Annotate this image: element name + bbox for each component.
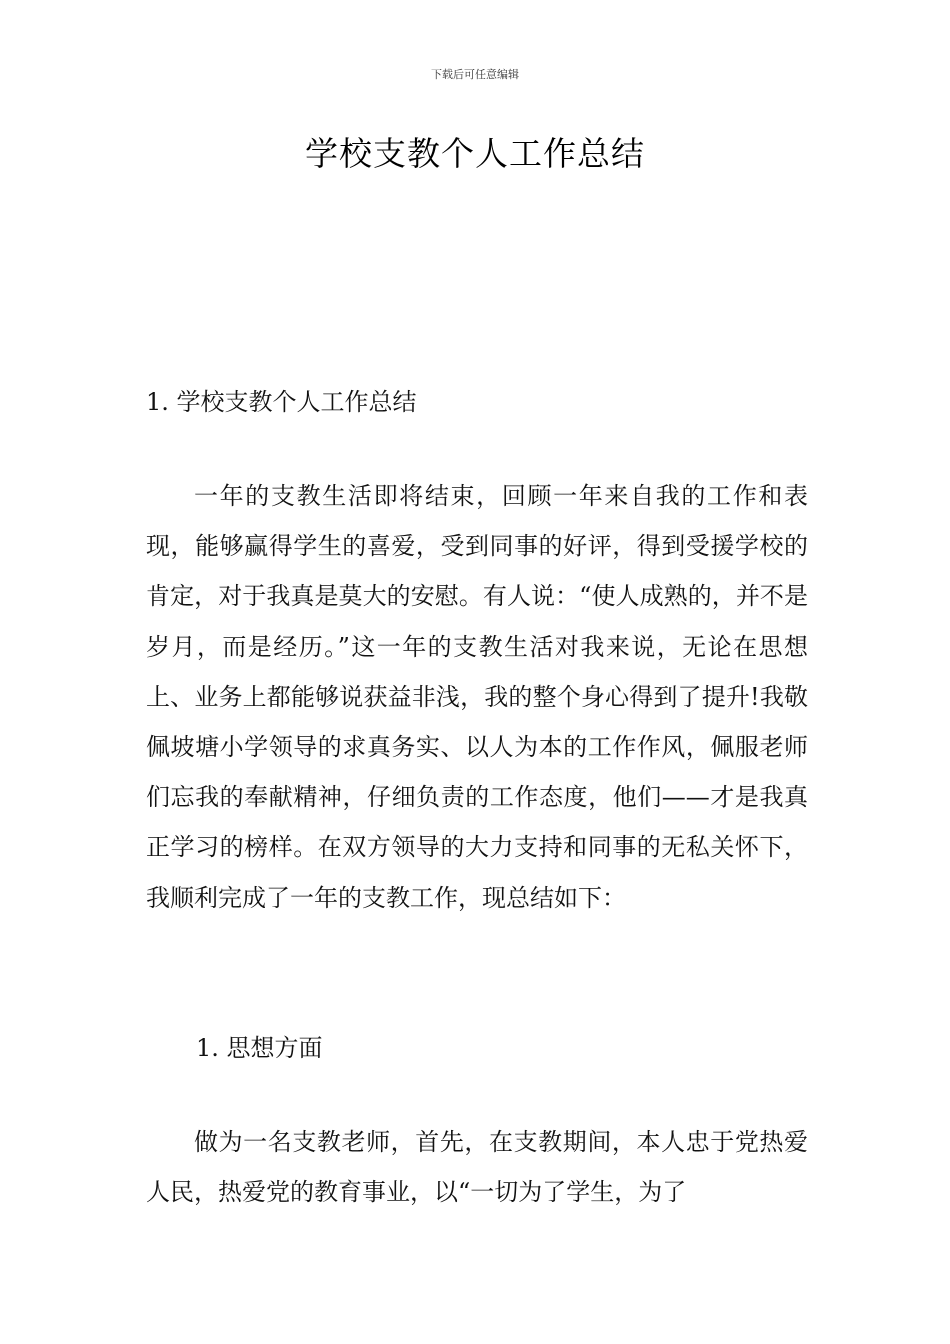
body-paragraph: 一年的支教生活即将结束，回顾一年来自我的工作和表现，能够赢得学生的喜爱，受到同事的好评，得到受援学校的肯定，对于我真是莫大的安慰。有人说：“使人成熟的，并不是岁月，而是经历。”这一年的支教生活对我来说，无论在思想上、业务上都能够说获益非浅，我的整个身心得到了提升!我敬佩坡塘小学领导的求真务实、以人为本的工作作风，佩服老师们忘我的奉献精神，仔细负责的工作态度，他们——才是我真正学习的榜样。在双方领导的大力支持和同事的无私关怀下，我顺利完成了一年的支教工作，现总结如下： <box>146 482 808 912</box>
section-heading: 1. 学校支教个人工作总结 <box>146 388 417 416</box>
document-title: 学校支教个人工作总结 <box>305 134 645 173</box>
sub-heading-thought: 1. 思想方面 <box>196 1034 323 1062</box>
header-note: 下载后可任意编辑 <box>431 68 519 81</box>
body-paragraph: 做为一名支教老师，首先，在支教期间，本人忠于党热爱人民，热爱党的教育事业，以“一切为了学生，为了 <box>146 1128 808 1207</box>
